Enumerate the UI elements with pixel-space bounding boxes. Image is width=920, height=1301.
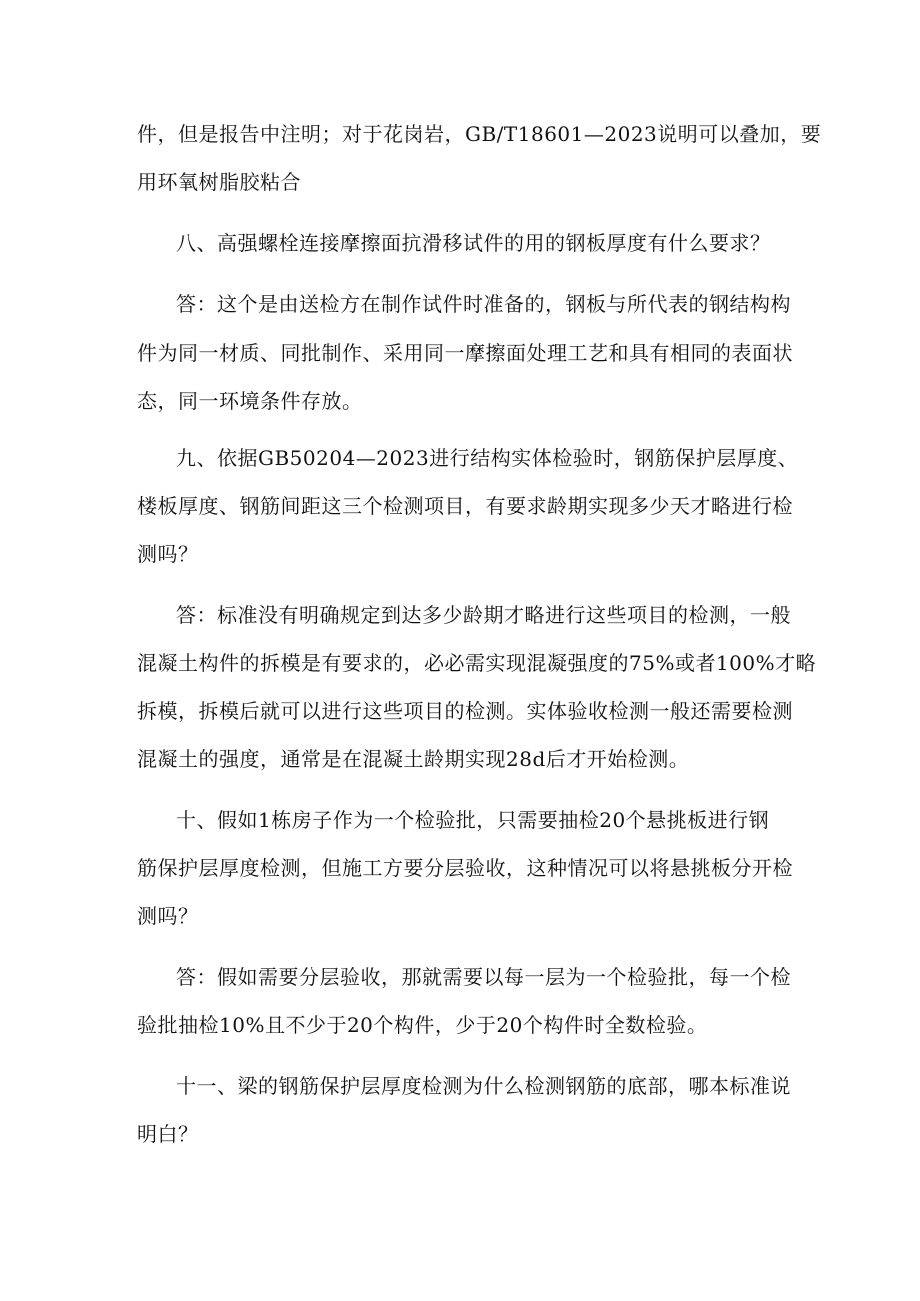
answer-line: 答：假如需要分层验收，那就需要以每一层为一个检验批，每一个检 <box>176 965 791 989</box>
question-line: 楼板厚度、钢筋间距这三个检测项目，有要求龄期实现多少天才略进行检 <box>137 494 793 518</box>
question-line: 测吗？ <box>137 542 199 566</box>
answer-line: 答：标准没有明确规定到达多少龄期才略进行这些项目的检测，一般 <box>176 603 791 627</box>
answer-line: 验批抽检10%且不少于20个构件，少于20个构件时全数检验。 <box>137 1013 708 1037</box>
question-line: 明白？ <box>137 1122 199 1146</box>
answer-line: 件为同一材质、同批制作、采用同一摩擦面处理工艺和具有相同的表面状 <box>137 341 793 365</box>
question-heading: 十一、梁的钢筋保护层厚度检测为什么检测钢筋的底部，哪本标准说 <box>176 1074 791 1098</box>
question-heading: 九、依据GB50204—2023进行结构实体检验时，钢筋保护层厚度、 <box>176 446 799 470</box>
answer-line: 答：这个是由送检方在制作试件时准备的，钢板与所代表的钢结构构 <box>176 292 791 316</box>
paragraph-line: 用环氧树脂胶粘合 <box>137 170 301 194</box>
answer-line: 混凝土构件的拆模是有要求的，必必需实现混凝强度的75%或者100%才略 <box>137 651 817 675</box>
paragraph-line: 件，但是报告中注明；对于花岗岩，GB/T18601—2023说明可以叠加，要 <box>137 122 822 146</box>
answer-line: 拆模，拆模后就可以进行这些项目的检测。实体验收检测一般还需要检测 <box>137 699 793 723</box>
question-line: 筋保护层厚度检测，但施工方要分层验收，这种情况可以将悬挑板分开检 <box>137 856 793 880</box>
question-heading: 八、高强螺栓连接摩擦面抗滑移试件的用的钢板厚度有什么要求？ <box>176 231 771 255</box>
answer-line: 混凝土的强度，通常是在混凝土龄期实现28d后才开始检测。 <box>137 747 690 771</box>
answer-line: 态，同一环境条件存放。 <box>137 389 363 413</box>
question-line: 测吗？ <box>137 904 199 928</box>
question-heading: 十、假如1栋房子作为一个检验批，只需要抽检20个悬挑板进行钢 <box>176 808 770 832</box>
